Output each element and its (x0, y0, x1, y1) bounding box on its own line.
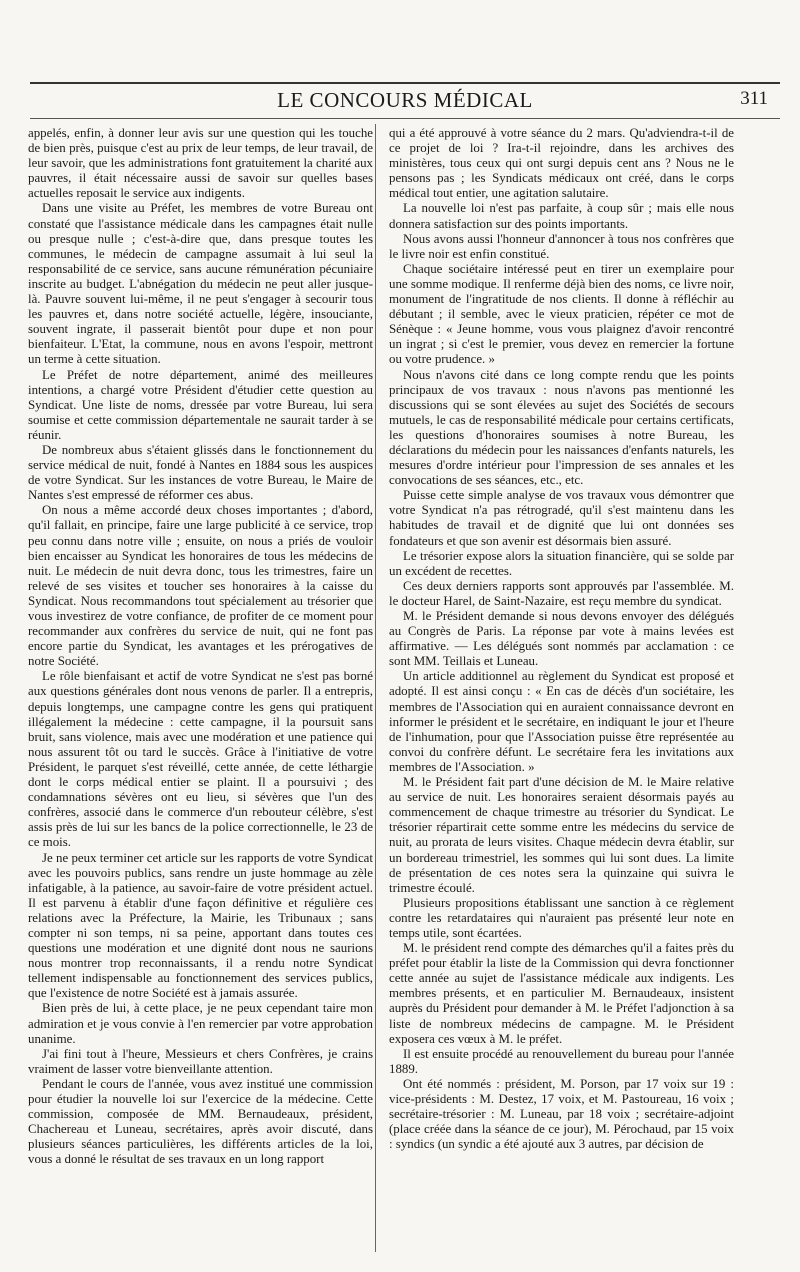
paragraph: appelés, enfin, à donner leur avis sur une question qui les touche de bien près, puisque c'est au prix de leur temps, de leur travail, de leur savoir, que les administrations font gratuitement la charité aux pauvres, il était nécessaire aussi de savoir sur quelles bases actuelles reposait le service aux indigents. (28, 126, 373, 201)
paragraph: Pendant le cours de l'année, vous avez institué une commission pour étudier la nouvelle loi sur l'exercice de la médecine. Cette commission, composée de MM. Bernaudeaux, président, Chachereau et Luneau, secrétaires, après avoir discuté, dans plusieurs séances particulières, les différents articles de la loi, vous a donné le résultat de ses travaux en un long rapport (28, 1076, 373, 1167)
column-divider (375, 124, 376, 1252)
paragraph: De nombreux abus s'étaient glissés dans le fonctionnement du service médical de nuit, fondé à Nantes en 1884 sous les auspices de votre Syndicat. Sur les instances de votre Bureau, le Maire de Nantes s'est empressé de réformer ces abus. (28, 442, 373, 503)
left-column (28, 126, 373, 1167)
right-column (389, 126, 734, 1152)
paragraph: M. le président rend compte des démarches qu'il a faites près du préfet pour établir la liste de la Commission qui devra fonctionner cette année au sujet de l'assistance médicale aux indigents. Les membres présents, et en particulier M. Bernaudeaux, insistent auprès du Président pour demander à M. le Préfet l'adjonction à sa liste de nombreux médecins de campagne. M. le Président exposera ces vœux à M. le préfet. (389, 941, 734, 1046)
paragraph: J'ai fini tout à l'heure, Messieurs et chers Confrères, je crains vraiment de lasser votre bienveillante attention. (28, 1046, 373, 1076)
paragraph: La nouvelle loi n'est pas parfaite, à coup sûr ; mais elle nous donnera satisfaction sur des points importants. (389, 201, 734, 231)
paragraph: Ont été nommés : président, M. Porson, par 17 voix sur 19 : vice-présidents : M. Destez, 17 voix, et M. Pastoureau, 16 voix ; secrétaire-trésorier : M. Luneau, par 18 voix ; secrétaire-adjoint (place créée dans la séance de ce jour), M. Pérochaud, par 15 voix : syndics (un syndic a été ajouté aux 3 autres, par décision de (389, 1076, 734, 1152)
paragraph: Chaque sociétaire intéressé peut en tirer un exemplaire pour une somme modique. Il renferme déjà bien des noms, ce livre noir, monument de l'ingratitude de nos clients. Il donne à réfléchir au débutant ; il semble, avec le vieux praticien, répéter ce mot de Sénèque : « Jeune homme, vous vous plaignez d'avoir rencontré un ingrat ; si c'est le premier, vous devez en remercier la fortune ou votre prudence. » (389, 261, 734, 367)
page-header (30, 86, 780, 116)
paragraph: Bien près de lui, à cette place, je ne peux cependant taire mon admiration et je vous convie à l'en remercier par votre approbation unanime. (28, 1001, 373, 1046)
paragraph: Ces deux derniers rapports sont approuvés par l'assemblée. M. le docteur Harel, de Saint-Nazaire, est reçu membre du syndicat. (389, 578, 734, 608)
header-rule (30, 118, 780, 119)
paragraph: M. le Président demande si nous devons envoyer des délégués au Congrès de Paris. La réponse par vote à mains levées est affirmative. — Les délégués sont nommés par acclamation : ce sont MM. Teillais et Luneau. (389, 609, 734, 669)
paragraph: Dans une visite au Préfet, les membres de votre Bureau ont constaté que l'assistance médicale dans les campagnes était nulle ou presque nulle ; c'est-à-dire que, dans presque toutes les communes, le médecin de campagne assumait à lui seul la responsabilité de ce service, sans aucune rémunération pécuniaire inscrite au budget. L'abnégation du médecin ne peut aller jusque-là. Pauvre souvent lui-même, il ne peut s'engager à secourir tous les pauvres et, dans notre société actuelle, légère, insouciante, souvent ingrate, il passerait bientôt pour dupe et non pour bienfaiteur. L'Etat, la commune, nous en avons l'espoir, mettront un terme à cette situation. (28, 201, 373, 367)
page-number: 311 (740, 88, 768, 109)
paragraph: Le trésorier expose alors la situation financière, qui se solde par un excédent de recettes. (389, 548, 734, 578)
paragraph: Le Préfet de notre département, animé des meilleures intentions, a chargé votre Président d'étudier cette question au Syndicat. Une liste de noms, dressée par votre Bureau, lui sera soumise et cette commission départementale ne saurait tarder à se réunir. (28, 367, 373, 442)
paragraph: On nous a même accordé deux choses importantes ; d'abord, qu'il fallait, en principe, faire une large publicité à ce service, trop peu connu dans notre ville ; ensuite, on nous a priés de vouloir bien encaisser au Syndicat les honoraires de tous les médecins de nuit. Le médecin de nuit devra donc, tous les trimestres, faire un relevé de ses visites et toucher ses honoraires à la caisse du Syndicat. Nous recommandons tout spécialement au trésorier que vous investirez de votre confiance, de profiter de ce moment pour recommander aux confrères du service de nuit, qui ne font pas encore partie du Syndicat, les avantages et les prérogatives de notre Société. (28, 503, 373, 669)
running-title: LE CONCOURS MÉDICAL (277, 88, 533, 112)
paragraph: Puisse cette simple analyse de vos travaux vous démontrer que votre Syndicat n'a pas rétrogradé, qu'il s'est maintenu dans les habitudes de travail et de dignité que lui ont données ses fondateurs et que son avenir est désormais bien assuré. (389, 488, 734, 548)
paragraph: M. le Président fait part d'une décision de M. le Maire relative au service de nuit. Les honoraires seraient désormais payés au commencement de chaque trimestre au trésorier du Syndicat. Le trésorier répartirait cette somme entre les médecins du service de nuit, au prorata de leurs visites. Chaque médecin devra établir, sur un bordereau trimestriel, les sommes qui lui sont dues. La limite de présentation de ces notes sera la quinzaine qui suivra le trimestre écoulé. (389, 775, 734, 895)
paragraph: qui a été approuvé à votre séance du 2 mars. Qu'adviendra-t-il de ce projet de loi ? Ira-t-il rejoindre, dans les archives des ministères, tous ceux qui ont surgi depuis cent ans ? Nous ne le pensons pas ; les Syndicats médicaux ont créé, dans le corps médical tout entier, une agitation salutaire. (389, 126, 734, 201)
paragraph: Nous n'avons cité dans ce long compte rendu que les points principaux de vos travaux : nous n'avons pas mentionné les discussions qui se sont élevées au sujet des Sociétés de secours mutuels, le cas de responsabilité médicale pour certains certificats, les questions d'honoraires soumises à notre Bureau, les déclarations du médecin pour les naissances d'enfants naturels, les mesures d'ordre intérieur pour l'impression de ses annales et les convocations de ses séances, etc., etc. (389, 367, 734, 488)
paragraph: Nous avons aussi l'honneur d'annoncer à tous nos confrères que le livre noir est enfin constitué. (389, 231, 734, 261)
paragraph: Un article additionnel au règlement du Syndicat est proposé et adopté. Il est ainsi conçu : « En cas de décès d'un sociétaire, les membres de l'Association qui en auraient connaissance devront en informer le président et le secrétaire, en indiquant le jour et l'heure de l'inhumation, pour que l'Association puisse être représentée au convoi du confrère défunt. Le secrétaire fera les invitations aux membres de l'Association. » (389, 669, 734, 774)
paragraph: Plusieurs propositions établissant une sanction à ce règlement contre les retardataires qui n'auraient pas présenté leur note en temps utile, sont écartées. (389, 895, 734, 940)
paragraph: Il est ensuite procédé au renouvellement du bureau pour l'année 1889. (389, 1046, 734, 1076)
paragraph: Je ne peux terminer cet article sur les rapports de votre Syndicat avec les pouvoirs publics, sans rendre un juste hommage au zèle infatigable, à la patience, au savoir-faire de votre président actuel. Il est parvenu à établir d'une façon définitive et régulière ces relations avec la Préfecture, la Mairie, les Tribunaux ; sans compter ni son temps, ni sa peine, apportant dans toutes ces questions une modération et une dignité dont nous ne saurions nous montrer trop reconnaissants, il a rendu notre Syndicat tellement indispensable au fonctionnement des services publics, que l'existence de notre Société est à jamais assurée. (28, 850, 373, 1001)
paragraph: Le rôle bienfaisant et actif de votre Syndicat ne s'est pas borné aux questions générales dont nous venons de parler. Il a entrepris, depuis longtemps, une campagne contre les gens qui pratiquent illégalement la médecine : cette campagne, il la poursuit sans bruit, sans violence, mais avec une modération et une patience qui nous assurent tôt ou tard le succès. Grâce à l'initiative de votre Président, le parquet s'est réveillé, cette année, de cette léthargie dont le corps médical entier se plaint. Il a poursuivi ; des condamnations sévères ont eu lieu, si sévères que l'un des confrères, associé dans le commerce d'un rebouteur célèbre, s'est assis près de lui sur les bancs de la police correctionnelle, le 23 de ce mois. (28, 669, 373, 850)
top-rule (30, 82, 780, 84)
